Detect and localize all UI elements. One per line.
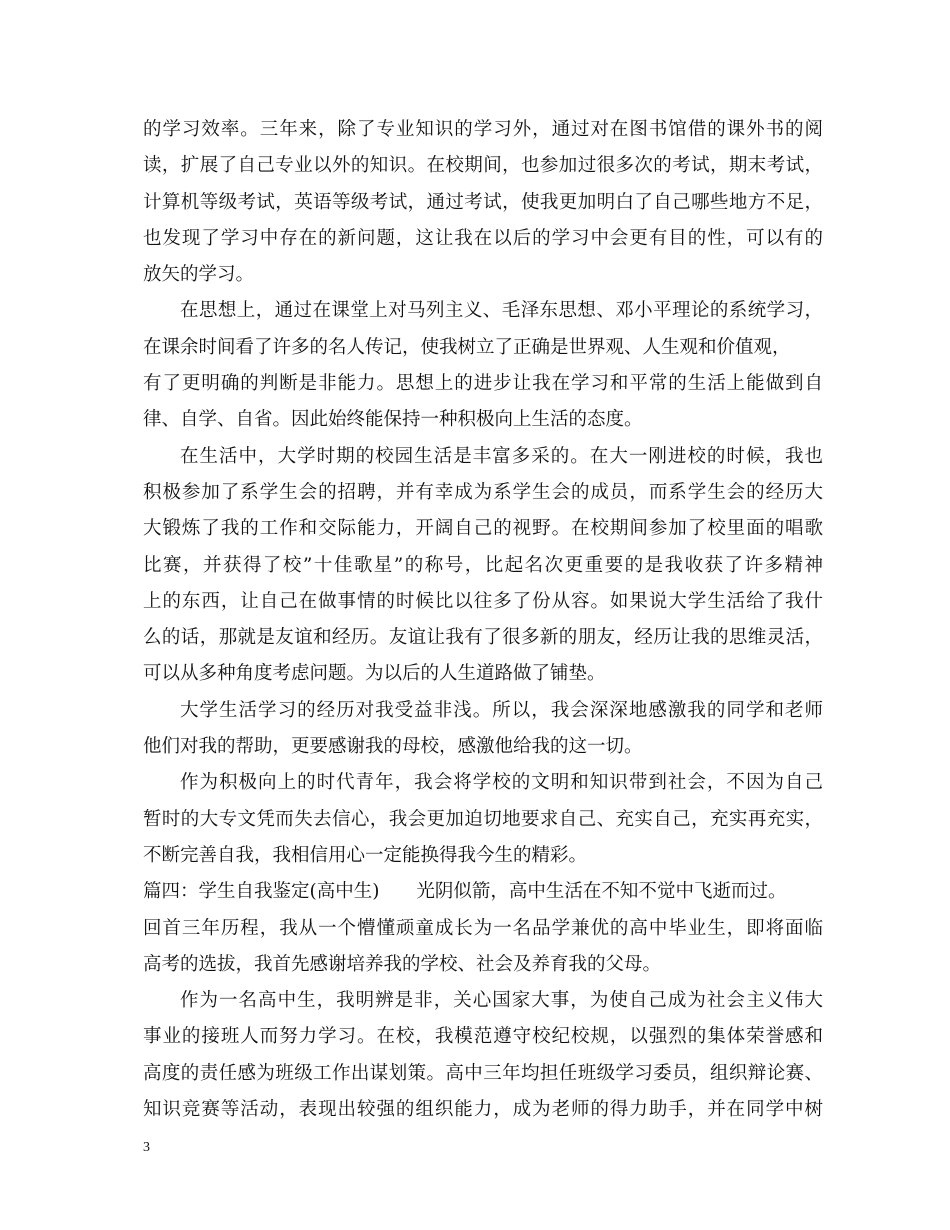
text-line: 么的话，那就是友谊和经历。友谊让我有了很多新的朋友，经历让我的思维灵活， — [143, 627, 823, 649]
text-line: 在生活中，大学时期的校园生活是丰富多采的。在大一刚进校的时候，我也 — [180, 445, 823, 467]
text-line: 放矢的学习。 — [143, 264, 255, 286]
text-line: 律、自学、自省。因此始终能保持一种积极向上生活的态度。 — [143, 409, 643, 431]
text-line: 计算机等级考试，英语等级考试，通过考试，使我更加明白了自己哪些地方不足， — [143, 191, 823, 213]
text-line: 的学习效率。三年来，除了专业知识的学习外，通过对在图书馆借的课外书的阅 — [143, 119, 823, 140]
body-text — [143, 112, 823, 1128]
page-number: 3 — [143, 1140, 150, 1155]
text-line: 积极参加了系学生会的招聘，并有幸成为系学生会的成员，而系学生会的经历大 — [143, 481, 823, 503]
text-line: 大学生活学习的经历对我受益非浅。所以，我会深深地感激我的同学和老师 — [180, 699, 823, 721]
text-line: 在课余时间看了许多的名人传记，使我树立了正确是世界观、人生观和价值观， — [143, 336, 791, 358]
text-line: 作为积极向上的时代青年，我会将学校的文明和知识带到社会，不因为自己 — [180, 772, 823, 794]
text-line: 也发现了学习中存在的新问题，这让我在以后的学习中会更有目的性，可以有的 — [143, 227, 823, 249]
text-line: 事业的接班人而努力学习。在校，我模范遵守校纪校规，以强烈的集体荣誉感和 — [143, 1026, 823, 1048]
text-line: 在思想上，通过在课堂上对马列主义、毛泽东思想、邓小平理论的系统学习， — [180, 300, 823, 322]
text-line: 不断完善自我，我相信用心一定能换得我今生的精彩。 — [143, 844, 588, 866]
text-line: 高考的选拔，我首先感谢培养我的学校、社会及养育我的父母。 — [143, 953, 662, 975]
text-line: 可以从多种角度考虑问题。为以后的人生道路做了铺垫。 — [143, 663, 606, 685]
text-line: 上的东西，让自己在做事情的时候比以往多了份从容。如果说大学生活给了我什 — [143, 590, 823, 612]
text-line: 知识竞赛等活动，表现出较强的组织能力，成为老师的得力助手，并在同学中树 — [143, 1099, 823, 1121]
text-line: 大锻炼了我的工作和交际能力，开阔自己的视野。在校期间参加了校里面的唱歌 — [143, 518, 823, 540]
text-line: 有了更明确的判断是非能力。思想上的进步让我在学习和平常的生活上能做到自 — [143, 373, 823, 395]
text-line: 回首三年历程，我从一个懵懂顽童成长为一名品学兼优的高中毕业生，即将面临 — [143, 917, 823, 939]
text-line: 作为一名高中生，我明辨是非，关心国家大事，为使自己成为社会主义伟大 — [180, 990, 823, 1012]
text-line: 篇四：学生自我鉴定(高中生) 光阴似箭，高中生活在不知不觉中飞逝而过。 — [143, 881, 787, 903]
text-line: 读，扩展了自己专业以外的知识。在校期间，也参加过很多次的考试，期末考试， — [143, 155, 823, 177]
text-line: 他们对我的帮助，更要感谢我的母校，感激他给我的这一切。 — [143, 736, 643, 758]
text-line: 高度的责任感为班级工作出谋划策。高中三年均担任班级学习委员，组织辩论赛、 — [143, 1062, 823, 1084]
text-line: 暂时的大专文凭而失去信心，我会更加迫切地要求自己、充实自己，充实再充实， — [143, 808, 823, 830]
text-line: 比赛，并获得了校”十佳歌星”的称号，比起名次更重要的是我收获了许多精神 — [143, 554, 823, 576]
